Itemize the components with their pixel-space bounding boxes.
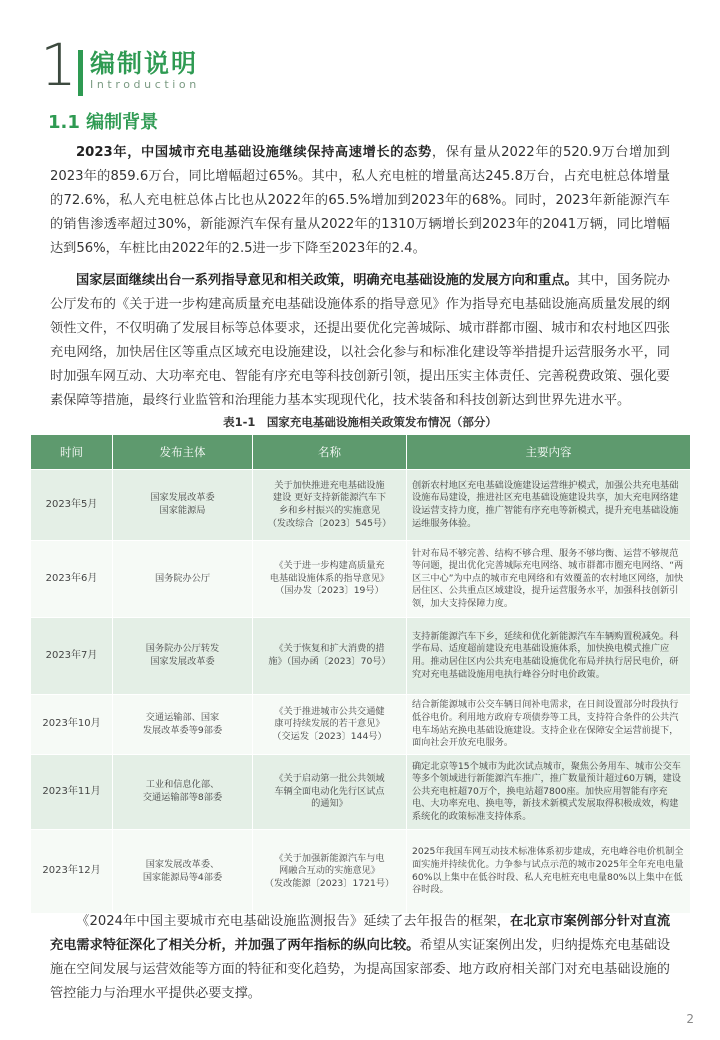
cell-name: 《关于推进城市公共交通健 康可持续发展的若干意见》 （交运发〔2023〕144号） xyxy=(253,695,407,755)
cell-content: 创新农村地区充电基础设施建设运营维护模式，加强公共充电基础设施布局建设，推进社区充电基础设施建设共享，加大充电网络建设运营支持力度，推广智能有序充电等新模式，提升充电基础设施运维服务体验。 xyxy=(407,470,691,541)
paragraph-2-text: 其中，国务院办公厅发布的《关于进一步构建高质量充电基础设施体系的指导意见》作为指导充电基础设施高质量发展的纲领性文件，不仅明确了发展目标等总体要求，还提出要优化完善城际、城市群都市圈、城市和农村地区四张充电网络，加快居住区等重点区域充电设施建设，以社会化参与和标准化建设等举措提升运营服务水平，同时加强车网互动、大功率充电、智能有序充电等科技创新引领，提出压实主体责任、完善税费政策、强化要素保障等措施，最终行业监管和治理能力基本实现现代化，技术装备和科技创新达到世界先进水平。 xyxy=(50,273,670,408)
cell-issuer: 国务院办公厅 xyxy=(113,541,253,618)
paragraph-3-pre: 《2024年中国主要城市充电基础设施监测报告》延续了去年报告的框架， xyxy=(76,914,511,929)
paragraph-3-bold: 在北京市案例部分针对直流充电需求特征深化了相关分析，并加强了两年指标的纵向比较。 xyxy=(50,914,671,953)
cell-time: 2023年7月 xyxy=(31,618,113,695)
cell-name: 关于加快推进充电基础设施 建设 更好支持新能源汽车下 乡和乡村振兴的实施意见 （发改综合〔2023〕545号） xyxy=(253,470,407,541)
cell-issuer: 国家发展改革委 国家能源局 xyxy=(113,470,253,541)
cell-time: 2023年10月 xyxy=(31,695,113,755)
cell-issuer: 国家发展改革委、 国家能源局等4部委 xyxy=(113,830,253,914)
cell-issuer: 工业和信息化部、 交通运输部等8部委 xyxy=(113,755,253,830)
chapter-accent-bar xyxy=(78,50,83,96)
table-row xyxy=(31,541,691,618)
table-header-row xyxy=(31,435,691,470)
cell-content: 支持新能源汽车下乡，延续和优化新能源汽车车辆购置税减免。科学布局、适度超前建设充电基础设施体系，加快换电模式推广应用。推动居住区内公共充电基础设施优化布局并执行居民电价，研究对充电基础设施用电执行峰谷分时电价政策。 xyxy=(407,618,691,695)
cell-content: 针对布局不够完善、结构不够合理、服务不够均衡、运营不够规范等问题，提出优化完善城际充电网络、城市群都市圈充电网络、“两区三中心”为中点的城市充电网络和有效覆盖的农村地区网络，加快居住区、公共重点区域建设，提升运营服务水平，加强科技创新引领，加大支持保障力度。 xyxy=(407,541,691,618)
paragraph-3 xyxy=(50,910,670,1006)
table-caption: 表1-1 国家充电基础设施相关政策发布情况（部分） xyxy=(223,415,497,429)
cell-time: 2023年12月 xyxy=(31,830,113,914)
policy-table xyxy=(30,434,691,914)
page-number: 2 xyxy=(686,1012,694,1026)
cell-name: 《关于进一步构建高质量充 电基础设施体系的指导意见》 （国办发〔2023〕19号） xyxy=(253,541,407,618)
paragraph-1-lead: 2023年，中国城市充电基础设施继续保持高速增长的态势 xyxy=(76,145,432,160)
cell-content: 2025年我国车网互动技术标准体系初步建成，充电峰谷电价机制全面实施并持续优化。力争参与试点示范的城市2025年全年充电电量60%以上集中在低谷时段、私人充电桩充电电量80%以上集中在低谷时段。 xyxy=(407,830,691,914)
table-row xyxy=(31,695,691,755)
header-issuer: 发布主体 xyxy=(113,435,253,470)
cell-time: 2023年5月 xyxy=(31,470,113,541)
chapter-number: 1 xyxy=(40,31,77,99)
paragraph-2 xyxy=(50,269,670,413)
table-row xyxy=(31,830,691,914)
cell-time: 2023年11月 xyxy=(31,755,113,830)
header-name: 名称 xyxy=(253,435,407,470)
chapter-header xyxy=(40,31,680,99)
paragraph-3-post: 希望从实证案例出发，归纳提炼充电基础设施在空间发展与运营效能等方面的特征和变化趋势，为提高国家部委、地方政府相关部门对充电基础设施的管控能力与治理水平提供必要支撑。 xyxy=(50,938,671,1001)
table-row xyxy=(31,618,691,695)
paragraph-1 xyxy=(50,141,670,261)
chapter-title: 编制说明 xyxy=(90,49,199,78)
cell-time: 2023年6月 xyxy=(31,541,113,618)
cell-content: 确定北京等15个城市为此次试点城市，聚焦公务用车、城市公交车等多个领域进行新能源汽车推广，推广数量预计超过60万辆，建设公共充电桩超70万个，换电站超7800座。加快应用智能有序充电、大功率充电、换电等，新技术新模式发展取得积极成效，构建系统化的政策标准支持体系。 xyxy=(407,755,691,830)
cell-name: 《关于启动第一批公共领域 车辆全面电动化先行区试点 的通知》 xyxy=(253,755,407,830)
paragraph-2-lead: 国家层面继续出台一系列指导意见和相关政策，明确充电基础设施的发展方向和重点。 xyxy=(76,273,578,288)
paragraph-1-text: ，保有量从2022年的520.9万台增加到2023年的859.6万台，同比增幅超过65%。其中，私人充电桩的增量高达245.8万台，占充电桩总体增量的72.6%，私人充电桩总体占比也从2022年的65.5%增加到2023年的68%。同时，2023年新能源汽车的销售渗透率超过30%，新能源汽车保有量从2022年的1310万辆增长到2023年的2041万辆，同比增幅达到56%，车桩比由2022年的2.5进一步下降至2023年的2.4。 xyxy=(50,145,670,256)
header-time: 时间 xyxy=(31,435,113,470)
section-title: 1.1 编制背景 xyxy=(48,112,159,133)
chapter-subtitle: Introduction xyxy=(90,78,200,91)
cell-content: 结合新能源城市公交车辆日间补电需求，在日间设置部分时段执行低谷电价。利用地方政府专项债券等工具，支持符合条件的公共汽电车场站充换电基础设施建设。支持企业在保障安全运营前提下，面向社会开放充电服务。 xyxy=(407,695,691,755)
header-content: 主要内容 xyxy=(407,435,691,470)
cell-name: 《关于加强新能源汽车与电 网融合互动的实施意见》 （发改能源〔2023〕1721号） xyxy=(253,830,407,914)
cell-issuer: 国务院办公厅转发 国家发展改革委 xyxy=(113,618,253,695)
cell-name: 《关于恢复和扩大消费的措 施》（国办函〔2023〕70号） xyxy=(253,618,407,695)
cell-issuer: 交通运输部、国家 发展改革委等9部委 xyxy=(113,695,253,755)
table-row xyxy=(31,470,691,541)
table-row xyxy=(31,755,691,830)
